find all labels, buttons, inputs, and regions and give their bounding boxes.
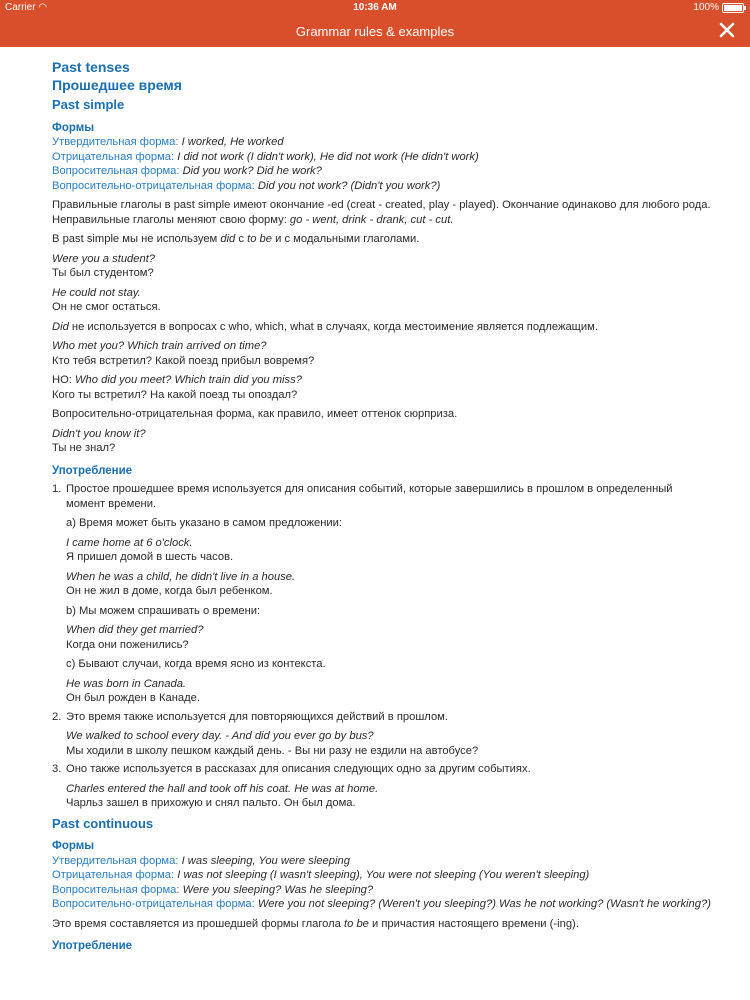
form-example: I was not sleeping (I wasn't sleeping), You were not sleeping (You weren't sleeping) (177, 869, 590, 881)
usage-list (52, 482, 712, 811)
example-ru: Ты не знал? (52, 442, 116, 454)
form-row (52, 135, 712, 150)
close-icon[interactable] (718, 21, 736, 39)
item-number: 3. (52, 763, 62, 775)
nav-bar (0, 16, 750, 47)
form-example: Did you not work? (Didn't you work?) (257, 179, 441, 192)
example (52, 286, 712, 315)
example-en: Charles entered the hall and took off his coat. He was at home. (66, 782, 379, 795)
usage-subpoint: b) Мы можем спрашивать о времени: (66, 604, 261, 617)
example (66, 536, 712, 565)
form-example: Were you not sleeping? (Weren't you sleeping?) Was he not working? (Wasn't he working?) (257, 898, 711, 910)
subheading-forms: Формы (52, 121, 95, 134)
status-bar (0, 0, 750, 16)
example-ru: Когда они поженились? (66, 638, 189, 651)
grammar-content (52, 58, 712, 954)
example-en: I came home at 6 o'clock. (66, 536, 193, 549)
carrier-label: Carrier ◠ (5, 2, 48, 13)
example-en: НО: Who did you meet? Which train did you miss? (52, 374, 302, 386)
example (52, 252, 712, 281)
example (66, 570, 712, 599)
item-number: 1. (52, 483, 62, 495)
form-label: Вопросительно-отрицательная форма: (52, 898, 255, 910)
form-example: I was sleeping, You were sleeping (181, 854, 350, 867)
example (52, 373, 712, 402)
example (52, 427, 712, 456)
section-heading-past-continuous: Past continuous (52, 815, 154, 831)
example-en: Were you a student? (52, 252, 156, 265)
forms-list (52, 135, 712, 193)
example-en: When did they get married? (66, 624, 204, 636)
paragraph: Вопросительно-отрицательная форма, как правило, имеет оттенок сюрприза. (52, 408, 458, 420)
subheading-forms: Формы (52, 840, 95, 852)
paragraph: Это время составляется из прошедшей формы глагола to be и причастия настоящего времени (-ing). (52, 917, 579, 930)
form-example: Did you work? Did he work? (182, 165, 322, 177)
example-en: We walked to school every day. - And did you ever go by bus? (66, 730, 374, 742)
example-ru: Кого ты встретил? На какой поезд ты опоздал? (52, 388, 298, 401)
form-label: Отрицательная форма: (52, 150, 175, 163)
form-row (52, 897, 712, 912)
wifi-icon: ◠ (38, 2, 48, 13)
item-number: 2. (52, 710, 62, 723)
example-en: He could not stay. (52, 286, 141, 299)
form-row (52, 179, 712, 194)
form-label: Вопросительная форма: (52, 883, 180, 896)
page-title-en: Past tenses (52, 59, 130, 75)
usage-subpoint: c) Бывают случаи, когда время ясно из контекста. (66, 658, 326, 670)
paragraph: Did не используется в вопросах с who, which, what в случаях, когда местоимение является подлежащим. (52, 320, 598, 333)
form-label: Вопросительная форма: (52, 165, 180, 177)
subheading-usage: Употребление (52, 940, 133, 952)
example-ru: Мы ходили в школу пешком каждый день. - Вы ни разу не ездили на автобусе? (66, 744, 479, 757)
battery-icon (722, 3, 744, 13)
example-en: Didn't you know it? (52, 427, 146, 440)
example (66, 782, 712, 811)
page-title-ru: Прошедшее время (52, 77, 182, 93)
paragraph: Неправильные глаголы меняют свою форму: go - went, drink - drank, cut - cut. (52, 213, 454, 226)
form-row (52, 150, 712, 165)
example (66, 729, 712, 758)
form-label: Утвердительная форма: (52, 854, 179, 867)
status-time: 10:36 AM (353, 2, 397, 13)
subheading-usage: Употребление (52, 464, 133, 477)
form-row (52, 868, 712, 883)
form-label: Утвердительная форма: (52, 136, 179, 148)
paragraph: Правильные глаголы в past simple имеют окончание -ed (creat - created, play - played). Окончание одинаково для любого рода. (52, 199, 711, 211)
example-en: He was born in Canada. (66, 677, 187, 690)
example (66, 677, 712, 706)
battery-indicator (693, 0, 744, 16)
form-row (52, 164, 712, 179)
usage-item (52, 482, 712, 706)
example-ru: Он не жил в доме, когда был ребенком. (66, 585, 273, 597)
usage-subpoint: а) Время может быть указано в самом предложении: (66, 517, 342, 529)
form-row (52, 854, 712, 869)
example-en: Who met you? Which train arrived on time? (52, 340, 267, 352)
usage-item (52, 710, 712, 759)
example-en: When he was a child, he didn't live in a house. (66, 570, 296, 583)
forms-list (52, 854, 712, 912)
example-ru: Я пришел домой в шесть часов. (66, 551, 234, 563)
form-label: Отрицательная форма: (52, 869, 175, 881)
usage-text: Простое прошедшее время используется для описания событий, которые завершились в прошлом в определенный момент времени. (66, 483, 673, 510)
example-ru: Кто тебя встретил? Какой поезд прибыл вовремя? (52, 354, 315, 367)
example-ru: Чарльз зашел в прихожую и снял пальто. Он был дома. (66, 797, 356, 809)
example-ru: Он не смог остаться. (52, 301, 161, 313)
form-example: I did not work (I didn't work), He did not work (He didn't work) (177, 150, 479, 163)
example-ru: Он был рожден в Канаде. (66, 692, 200, 704)
example-ru: Ты был студентом? (52, 267, 154, 279)
form-row (52, 883, 712, 898)
form-example: I worked, He worked (181, 136, 284, 148)
usage-text: Это время также используется для повторяющихся действий в прошлом. (66, 710, 448, 723)
usage-item (52, 762, 712, 811)
example (66, 623, 712, 652)
form-label: Вопросительно-отрицательная форма: (52, 179, 255, 192)
usage-text: Оно также используется в рассказах для описания следующих одно за другим событиях. (66, 763, 531, 775)
example (52, 339, 712, 368)
nav-title: Grammar rules & examples (295, 24, 455, 39)
section-heading-past-simple: Past simple (52, 97, 125, 112)
form-example: Were you sleeping? Was he sleeping? (182, 883, 374, 896)
paragraph: В past simple мы не используем did с to be и с модальными глаголами. (52, 233, 420, 245)
battery-percent: 100% (693, 2, 719, 13)
